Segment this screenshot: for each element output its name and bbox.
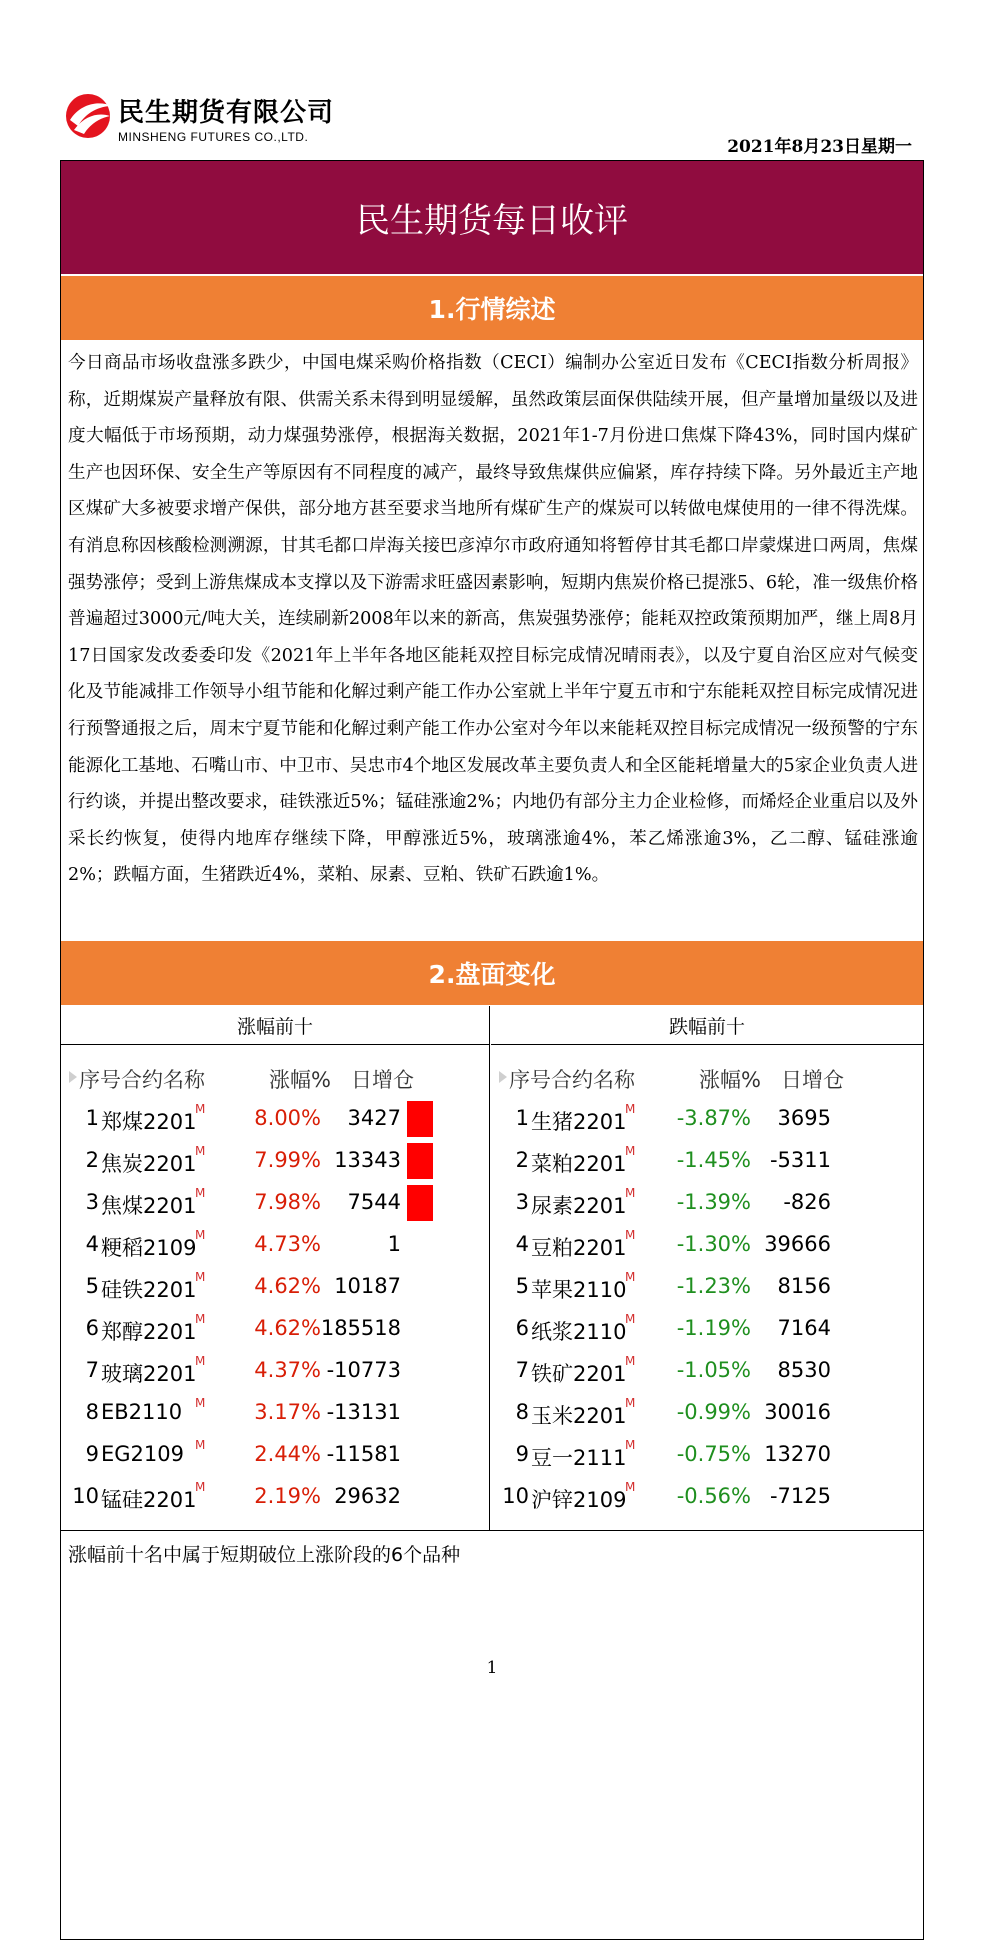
- report-date: 2021年8月23日星期一: [727, 137, 912, 157]
- row-seq: 3: [85, 1190, 99, 1214]
- limit-up-marker: [407, 1143, 433, 1179]
- report-title: 民生期货每日收评: [61, 161, 923, 274]
- table-row: [499, 1140, 859, 1182]
- grid-bottom-rule: [61, 1530, 923, 1531]
- row-oi: 13343: [334, 1148, 401, 1172]
- row-seq: 4: [515, 1232, 529, 1256]
- row-oi: -10773: [326, 1358, 401, 1382]
- row-pct: -1.39%: [676, 1190, 751, 1214]
- row-contract: 焦炭2201: [101, 1152, 197, 1176]
- row-contract: 铁矿2201: [531, 1362, 627, 1386]
- row-seq: 5: [515, 1274, 529, 1298]
- row-pct: -1.23%: [676, 1274, 751, 1298]
- table-row: [69, 1392, 439, 1434]
- row-oi: -826: [783, 1190, 831, 1214]
- row-main-mark: M: [195, 1354, 206, 1368]
- table-row: [499, 1182, 859, 1224]
- row-oi: 185518: [320, 1316, 401, 1340]
- losers-table-header: [499, 1054, 859, 1098]
- row-oi: 3695: [777, 1106, 831, 1130]
- row-pct: -1.45%: [676, 1148, 751, 1172]
- row-pct: -0.56%: [676, 1484, 751, 1508]
- row-pct: -1.05%: [676, 1358, 751, 1382]
- row-oi: 3427: [347, 1106, 401, 1130]
- logo-chinese-name: 民生期货有限公司: [118, 98, 335, 128]
- row-pct: 4.62%: [254, 1316, 321, 1340]
- row-contract: 郑煤2201: [101, 1110, 197, 1134]
- row-oi: -13131: [326, 1400, 401, 1424]
- col-oi: 日增仓: [781, 1068, 844, 1092]
- company-logo: [64, 86, 364, 152]
- table-row: [69, 1308, 439, 1350]
- col-oi: 日增仓: [351, 1068, 414, 1092]
- gainers-title: 涨幅前十: [61, 1006, 489, 1045]
- sort-arrow-icon: [499, 1071, 507, 1083]
- row-contract: 沪锌2109: [531, 1488, 627, 1512]
- gainers-table-header: [69, 1054, 439, 1098]
- row-contract: 豆粕2201: [531, 1236, 627, 1260]
- sort-arrow-icon: [69, 1071, 77, 1083]
- table-row: [499, 1434, 859, 1476]
- row-seq: 8: [85, 1400, 99, 1424]
- row-seq: 7: [85, 1358, 99, 1382]
- col-pct: 涨幅%: [699, 1068, 761, 1092]
- row-oi: 29632: [334, 1484, 401, 1508]
- row-pct: 2.44%: [254, 1442, 321, 1466]
- row-oi: 7164: [777, 1316, 831, 1340]
- row-main-mark: M: [625, 1438, 636, 1452]
- row-contract: 锰硅2201: [101, 1488, 197, 1512]
- row-oi: 7544: [347, 1190, 401, 1214]
- logo-emblem-icon: [64, 86, 114, 144]
- row-contract: 豆一2111: [531, 1446, 627, 1470]
- row-contract: 焦煤2201: [101, 1194, 197, 1218]
- row-main-mark: M: [195, 1480, 206, 1494]
- row-seq: 3: [515, 1190, 529, 1214]
- row-seq: 6: [85, 1316, 99, 1340]
- row-main-mark: M: [625, 1396, 636, 1410]
- row-pct: 7.98%: [254, 1190, 321, 1214]
- row-main-mark: M: [195, 1396, 206, 1410]
- row-seq: 10: [72, 1484, 99, 1508]
- row-main-mark: M: [625, 1354, 636, 1368]
- row-main-mark: M: [195, 1144, 206, 1158]
- row-main-mark: M: [195, 1270, 206, 1284]
- column-divider: [489, 1006, 490, 1530]
- row-pct: 3.17%: [254, 1400, 321, 1424]
- row-seq: 9: [515, 1442, 529, 1466]
- market-overview-paragraph: 今日商品市场收盘涨多跌少，中国电煤采购价格指数（CECI）编制办公室近日发布《CECI指数分析周报》称，近期煤炭产量释放有限、供需关系未得到明显缓解，虽然政策层面保供陆续开展，但产量增加量级以及进度大幅低于市场预期，动力煤强势涨停，根据海关数据，2021年1-7月份进口焦煤下降43%，同时国内煤矿生产也因环保、安全生产等原因有不同程度的减产，最终导致焦煤供应偏紧，库存持续下降。另外最近主产地区煤矿大多被要求增产保供，部分地方甚至要求当地所有煤矿生产的煤炭可以转做电煤使用的一律不得洗煤。有消息称因核酸检测溯源，甘其毛都口岸海关接巴彦淖尔市政府通知将暂停甘其毛都口岸蒙煤进口两周，焦煤强势涨停；受到上游焦煤成本支撑以及下游需求旺盛因素影响，短期内焦炭价格已提涨5、6轮，准一级焦价格普遍超过3000元/吨大关，连续刷新2008年以来的新高，焦炭强势涨停；能耗双控政策预期加严，继上周8月17日国家发改委委印发《2021年上半年各地区能耗双控目标完成情况晴雨表》，以及宁夏自治区应对气候变化及节能减排工作领导小组节能和化解过剩产能工作办公室就上半年宁夏五市和宁东能耗双控目标完成情况进行预警通报之后，周末宁夏节能和化解过剩产能工作办公室对今年以来能耗双控目标完成情况一级预警的宁东能源化工基地、石嘴山市、中卫市、吴忠市4个地区发展改革主要负责人和全区能耗增量大的5家企业负责人进行约谈，并提出整改要求，硅铁涨近5%；锰硅涨逾2%；内地仍有部分主力企业检修，而烯烃企业重启以及外采长约恢复，使得内地库存继续下降，甲醇涨近5%，玻璃涨逾4%，苯乙烯涨逾3%，乙二醇、锰硅涨逾2%；跌幅方面，生猪跌近4%，菜粕、尿素、豆粕、铁矿石跌逾1%。: [68, 353, 918, 886]
- row-main-mark: M: [625, 1102, 636, 1116]
- row-main-mark: M: [195, 1186, 206, 1200]
- row-main-mark: M: [625, 1144, 636, 1158]
- row-contract: 尿素2201: [531, 1194, 627, 1218]
- row-contract: 玻璃2201: [101, 1362, 197, 1386]
- row-contract: 粳稻2109: [101, 1236, 197, 1260]
- row-seq: 2: [85, 1148, 99, 1172]
- row-oi: 8156: [777, 1274, 831, 1298]
- row-seq: 8: [515, 1400, 529, 1424]
- row-oi: -5311: [769, 1148, 831, 1172]
- table-row: [499, 1266, 859, 1308]
- row-contract: 纸浆2110: [531, 1320, 627, 1344]
- row-main-mark: M: [195, 1228, 206, 1242]
- table-row: [69, 1140, 439, 1182]
- row-contract: 生猪2201: [531, 1110, 627, 1134]
- row-pct: 4.73%: [254, 1232, 321, 1256]
- board-changes-grid: [61, 1006, 923, 1530]
- row-pct: -0.75%: [676, 1442, 751, 1466]
- row-seq: 4: [85, 1232, 99, 1256]
- row-pct: 7.99%: [254, 1148, 321, 1172]
- row-contract: 苹果2110: [531, 1278, 627, 1302]
- row-oi: 39666: [764, 1232, 831, 1256]
- table-row: [69, 1266, 439, 1308]
- row-oi: 8530: [777, 1358, 831, 1382]
- row-pct: -1.30%: [676, 1232, 751, 1256]
- row-main-mark: M: [195, 1438, 206, 1452]
- table-row: [499, 1308, 859, 1350]
- table-row: [499, 1224, 859, 1266]
- row-oi: -11581: [326, 1442, 401, 1466]
- row-seq: 9: [85, 1442, 99, 1466]
- col-seq-name: 序号合约名称: [79, 1068, 205, 1092]
- section-heading-market-overview: 1.行情综述: [61, 276, 923, 340]
- row-seq: 6: [515, 1316, 529, 1340]
- row-contract: 玉米2201: [531, 1404, 627, 1428]
- row-oi: 10187: [334, 1274, 401, 1298]
- row-main-mark: M: [625, 1228, 636, 1242]
- row-pct: -3.87%: [676, 1106, 751, 1130]
- row-contract: EB2110: [101, 1400, 183, 1424]
- table-row: [69, 1098, 439, 1140]
- row-main-mark: M: [195, 1102, 206, 1116]
- row-pct: -0.99%: [676, 1400, 751, 1424]
- table-row: [69, 1224, 439, 1266]
- row-main-mark: M: [625, 1270, 636, 1284]
- row-pct: 8.00%: [254, 1106, 321, 1130]
- row-contract: 硅铁2201: [101, 1278, 197, 1302]
- row-seq: 1: [515, 1106, 529, 1130]
- row-main-mark: M: [195, 1312, 206, 1326]
- table-row: [499, 1350, 859, 1392]
- table-row: [69, 1350, 439, 1392]
- row-pct: 4.62%: [254, 1274, 321, 1298]
- table-row: [69, 1182, 439, 1224]
- row-oi: -7125: [769, 1484, 831, 1508]
- row-seq: 7: [515, 1358, 529, 1382]
- board-footnote: 涨幅前十名中属于短期破位上涨阶段的6个品种: [68, 1544, 461, 1566]
- col-seq-name: 序号合约名称: [509, 1068, 635, 1092]
- row-oi: 1: [387, 1232, 401, 1256]
- gainers-table: [69, 1054, 439, 1518]
- row-oi: 13270: [764, 1442, 831, 1466]
- table-row: [69, 1434, 439, 1476]
- row-seq: 1: [85, 1106, 99, 1130]
- row-contract: 郑醇2201: [101, 1320, 197, 1344]
- losers-title: 跌幅前十: [491, 1006, 923, 1045]
- row-main-mark: M: [625, 1186, 636, 1200]
- col-pct: 涨幅%: [269, 1068, 331, 1092]
- section-heading-board-changes: 2.盘面变化: [61, 941, 923, 1005]
- row-seq: 2: [515, 1148, 529, 1172]
- row-contract: 菜粕2201: [531, 1152, 627, 1176]
- table-row: [499, 1476, 859, 1518]
- row-contract: EG2109: [101, 1442, 184, 1466]
- table-row: [499, 1392, 859, 1434]
- row-pct: 4.37%: [254, 1358, 321, 1382]
- table-row: [499, 1098, 859, 1140]
- row-main-mark: M: [625, 1480, 636, 1494]
- limit-up-marker: [407, 1101, 433, 1137]
- row-seq: 5: [85, 1274, 99, 1298]
- row-pct: -1.19%: [676, 1316, 751, 1340]
- row-seq: 10: [502, 1484, 529, 1508]
- row-main-mark: M: [625, 1312, 636, 1326]
- page-number: 1: [486, 1658, 498, 1678]
- row-pct: 2.19%: [254, 1484, 321, 1508]
- losers-table: [499, 1054, 859, 1518]
- limit-up-marker: [407, 1185, 433, 1221]
- row-oi: 30016: [764, 1400, 831, 1424]
- table-row: [69, 1476, 439, 1518]
- logo-english-name: MINSHENG FUTURES CO.,LTD.: [118, 130, 309, 144]
